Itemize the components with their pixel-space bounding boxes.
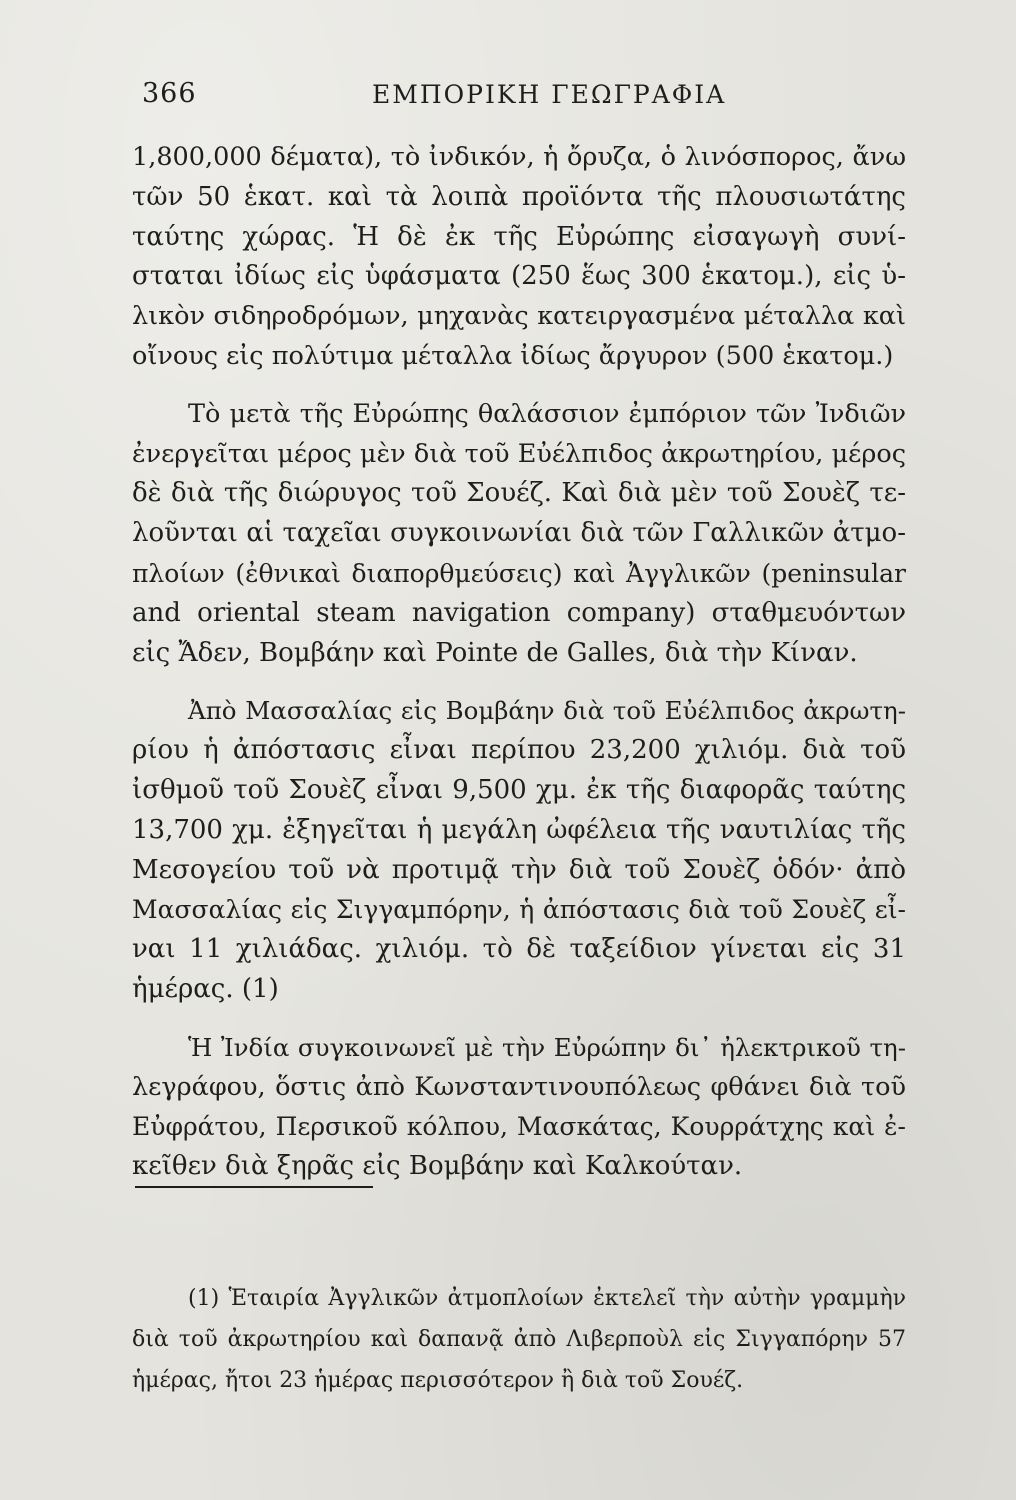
footnote-line: ἡμέρας, ἤτοι 23 ἡμέρας περισσότερον ἢ διὰ τοῦ Σουέζ. [132, 1368, 744, 1393]
text-line: ἰσθμοῦ τοῦ Σουὲζ εἶναι 9,500 χμ. ἐκ τῆς διαφορᾶς ταύτης [132, 774, 906, 805]
text-line: Μασσαλίας εἰς Σιγγαμπόρην, ἡ ἀπόστασις διὰ τοῦ Σουὲζ εἶ- [132, 895, 906, 925]
text-line: ναι 11 χιλιάδας. χιλιόμ. τὸ δὲ ταξείδιον γίνεται εἰς 31 [132, 934, 906, 965]
text-line: τῶν 50 ἑκατ. καὶ τὰ λοιπὰ προϊόντα τῆς πλουσιωτάτης [132, 181, 906, 212]
paragraph-gap [132, 377, 906, 395]
paragraph-4 [132, 1028, 906, 1187]
footnote-line: (1) Ἑταιρία Ἀγγλικῶν ἀτμοπλοίων ἐκτελεῖ τὴν αὐτὴν γραμμὴν [188, 1286, 906, 1311]
text-line: 1,800,000 δέματα), τὸ ἰνδικόν, ἡ ὄρυζα, ὁ λινόσπορος, ἄνω [132, 142, 906, 172]
paragraph-gap [132, 673, 906, 691]
text-line: 13,700 χμ. ἐξηγεῖται ἡ μεγάλη ὠφέλεια τῆς ναυτιλίας τῆς [132, 814, 906, 845]
text-line: λοῦνται αἱ ταχεῖαι συγκοινωνίαι διὰ τῶν Γαλλικῶν ἀτμο- [132, 518, 906, 549]
text-line: Εὐφράτου, Περσικοῦ κόλπου, Μασκάτας, Κουρράτχης καὶ ἐ- [132, 1112, 906, 1142]
text-line: ἐνεργεῖται μέρος μὲν διὰ τοῦ Εὐέλπιδος ἀκρωτηρίου, μέρος [132, 438, 906, 469]
text-line: Ἀπὸ Μασσαλίας εἰς Βομβάην διὰ τοῦ Εὐέλπιδος ἀκρωτη- [188, 696, 906, 726]
text-line: ἡμέρας. (1) [132, 973, 279, 1004]
paragraph-1 [132, 138, 906, 377]
text-line: πλοίων (ἐθνικαὶ διαπορθμεύσεις) καὶ Ἀγγλικῶν (peninsular [132, 558, 906, 588]
text-line: Τὸ μετὰ τῆς Εὐρώπης θαλάσσιον ἐμπόριον τῶν Ἰνδιῶν [188, 398, 906, 429]
paragraph-2 [132, 395, 906, 674]
text-line: λικὸν σιδηροδρόμων, μηχανὰς κατειργασμένα μέταλλα καὶ [132, 301, 906, 332]
text-line: and oriental steam navigation company) σταθμευόντων [132, 597, 906, 628]
text-line: εἰς Ἄδεν, Βομβάην καὶ Pointe de Galles, διὰ τὴν Κίναν. [132, 637, 858, 668]
body-text [132, 138, 906, 1187]
paragraph-3 [132, 691, 906, 1009]
text-line: ρίου ἡ ἀπόστασις εἶναι περίπου 23,200 χιλιόμ. διὰ τοῦ [132, 735, 906, 766]
text-line: Μεσογείου τοῦ νὰ προτιμᾷ τὴν διὰ τοῦ Σουὲζ ὁδόν· ἀπὸ [132, 854, 906, 885]
text-line: κεῖθεν διὰ ξηρᾶς εἰς Βομβάην καὶ Καλκούταν. [132, 1151, 743, 1182]
text-line: λεγράφου, ὅστις ἀπὸ Κωνσταντινουπόλεως φθάνει διὰ τοῦ [132, 1071, 906, 1102]
text-line: Ἡ Ἰνδία συγκοινωνεῖ μὲ τὴν Εὐρώπην δι᾽ ἠλεκτρικοῦ τη- [188, 1032, 906, 1062]
text-line: οἴνους εἰς πολύτιμα μέταλλα ἰδίως ἄργυρον (500 ἑκατομ.) [132, 340, 894, 371]
running-title: ΕΜΠΟΡΙΚΗ ΓΕΩΓΡΑΦΙΑ [372, 80, 727, 109]
text-line: δὲ διὰ τῆς διώρυγος τοῦ Σουέζ. Καὶ διὰ μὲν τοῦ Σουὲζ τε- [132, 478, 906, 509]
paragraph-gap [132, 1010, 906, 1028]
footnote-separator [135, 1186, 373, 1188]
text-line: σταται ἰδίως εἰς ὑφάσματα (250 ἕως 300 ἑκατομ.), εἰς ὑ- [132, 261, 906, 292]
page-number: 366 [142, 78, 197, 109]
text-line: ταύτης χώρας. Ἡ δὲ ἐκ τῆς Εὐρώπης εἰσαγωγὴ συνί- [132, 221, 906, 252]
footnote-line: διὰ τοῦ ἀκρωτηρίου καὶ δαπανᾷ ἀπὸ Λιβερποὺλ εἰς Σιγγαπόρην 57 [132, 1327, 906, 1352]
footnote [132, 1278, 906, 1401]
